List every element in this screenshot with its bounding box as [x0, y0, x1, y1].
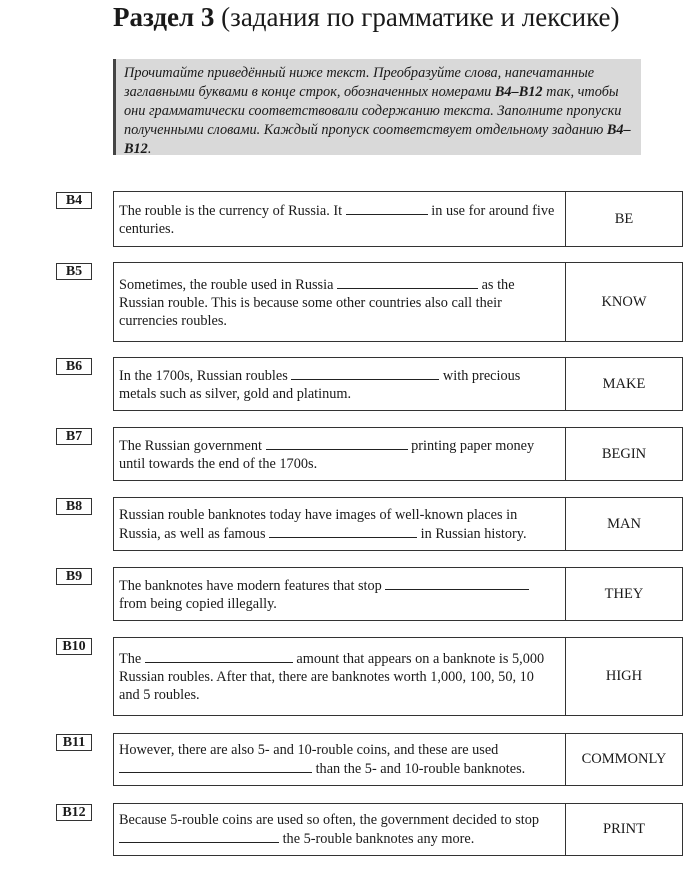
task-label: B5 — [56, 263, 92, 280]
source-word: BE — [614, 210, 634, 227]
task-sentence: Sometimes, the rouble used in Russia as the Russian rouble. This is because some other countries also call their currencies roubles. — [114, 263, 566, 341]
task-label: B6 — [56, 358, 92, 375]
task-label: B9 — [56, 568, 92, 585]
task-row — [113, 497, 683, 551]
source-word: KNOW — [601, 293, 647, 310]
task-label: B12 — [56, 804, 92, 821]
section-number: Раздел 3 — [113, 2, 215, 32]
task-row — [113, 803, 683, 856]
source-word: MAKE — [602, 375, 646, 392]
answer-blank[interactable] — [346, 201, 428, 215]
task-row — [113, 191, 683, 247]
source-word: MAN — [607, 515, 641, 532]
task-label: B11 — [56, 734, 92, 751]
answer-blank[interactable] — [269, 524, 417, 538]
task-row — [113, 357, 683, 411]
task-sentence: In the 1700s, Russian roubles with precious metals such as silver, gold and platinum. — [114, 358, 566, 410]
answer-blank[interactable] — [291, 366, 439, 380]
answer-blank[interactable] — [266, 436, 408, 450]
task-row — [113, 733, 683, 786]
task-sentence: Russian rouble banknotes today have images of well-known places in Russia, as well as famous in Russian history. — [114, 498, 566, 550]
task-label: B8 — [56, 498, 92, 515]
task-sentence: The amount that appears on a banknote is 5,000 Russian roubles. After that, there are banknotes worth 1,000, 100, 50, 10 and 5 roubles. — [114, 638, 566, 715]
task-sentence: The banknotes have modern features that stop from being copied illegally. — [114, 568, 566, 620]
task-sentence: However, there are also 5- and 10-rouble coins, and these are used than the 5- and 10-rouble banknotes. — [114, 734, 566, 785]
task-row — [113, 427, 683, 481]
section-subtitle: (задания по грамматике и лексике) — [214, 2, 620, 32]
instructions-text: Прочитайте приведённый ниже текст. Преобразуйте слова, напечатанные заглавными буквами в конце строк, обозначенных номерами — [124, 65, 595, 100]
source-word: COMMONLY — [581, 751, 667, 767]
task-label: B7 — [56, 428, 92, 445]
section-title — [113, 2, 620, 33]
instructions-box — [113, 59, 641, 155]
task-row — [113, 262, 683, 342]
source-word: BEGIN — [601, 445, 647, 462]
source-word: THEY — [604, 585, 644, 602]
task-sentence: The rouble is the currency of Russia. It in use for around five centuries. — [114, 192, 566, 246]
task-sentence: The Russian government printing paper money until towards the end of the 1700s. — [114, 428, 566, 480]
answer-blank[interactable] — [119, 829, 279, 843]
instructions-range: B4–B12 — [124, 122, 631, 157]
source-word: PRINT — [603, 821, 645, 837]
task-label: B4 — [56, 192, 92, 209]
instructions-text: . — [147, 141, 152, 157]
task-label: B10 — [56, 638, 92, 655]
answer-blank[interactable] — [145, 649, 293, 663]
instructions-text: так, чтобы они грамматически соответствовали содержанию текста. Заполните пропуски полученными словами. Каждый пропуск соответствует отдельному заданию — [124, 84, 622, 138]
source-word: HIGH — [605, 668, 643, 684]
task-sentence: Because 5-rouble coins are used so often, the government decided to stop the 5-rouble banknotes any more. — [114, 804, 566, 855]
answer-blank[interactable] — [119, 759, 312, 773]
task-row — [113, 637, 683, 716]
answer-blank[interactable] — [337, 275, 478, 289]
task-row — [113, 567, 683, 621]
instructions-range: B4–B12 — [494, 84, 543, 100]
answer-blank[interactable] — [385, 576, 529, 590]
